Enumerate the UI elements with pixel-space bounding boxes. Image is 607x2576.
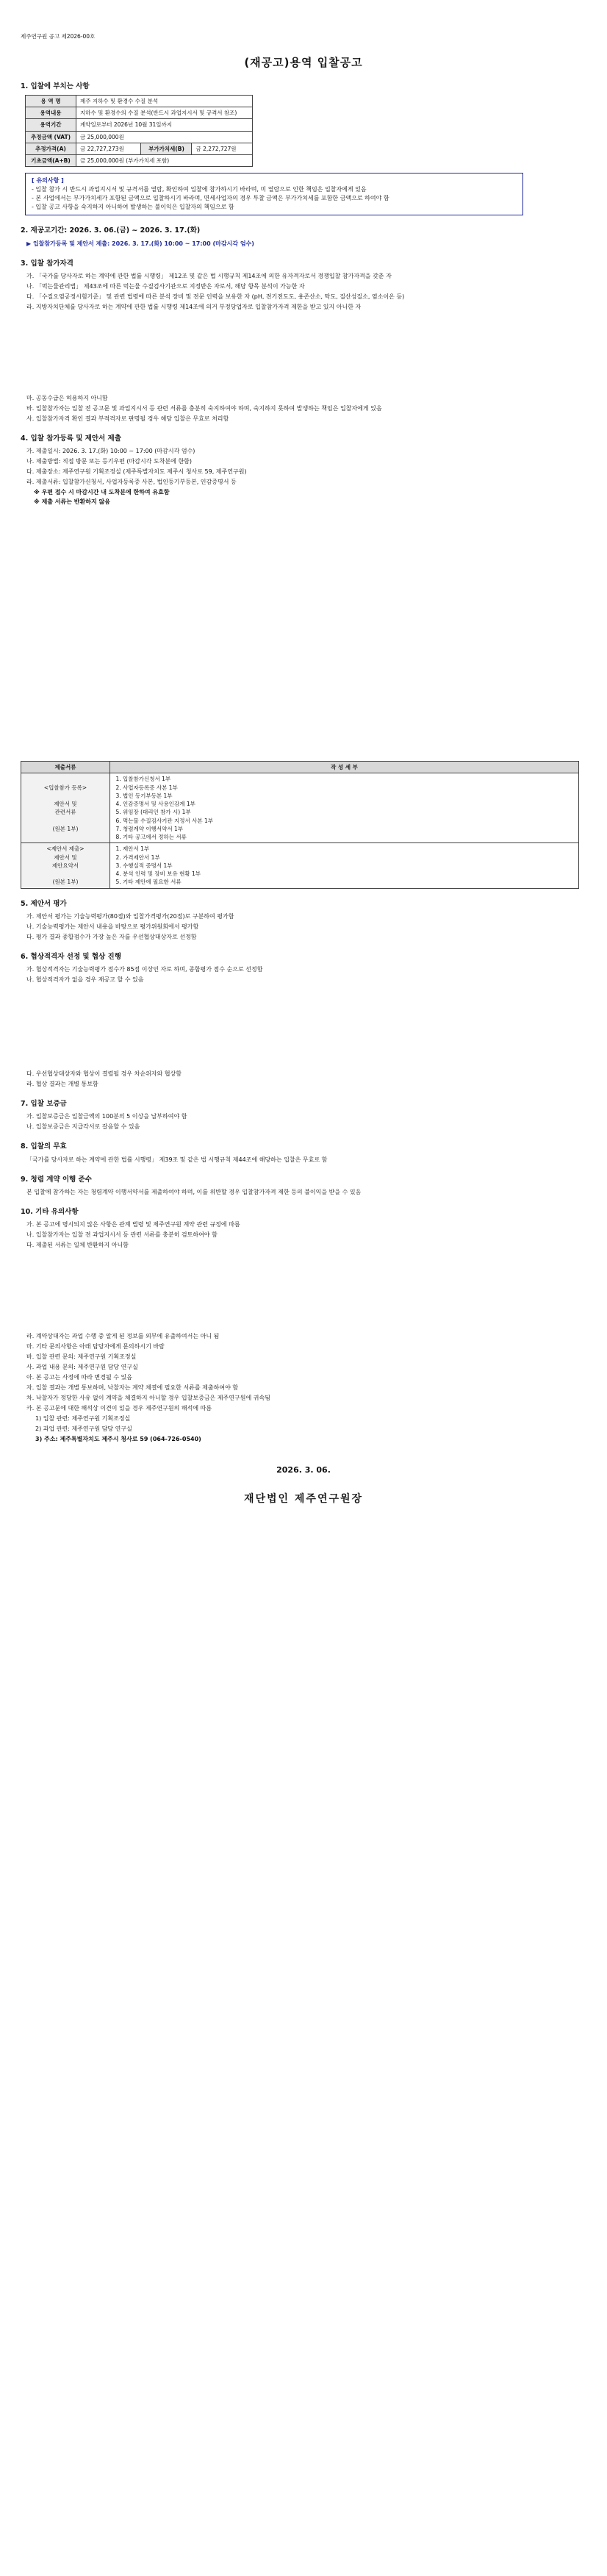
list-item: 마. 공동수급은 허용하지 아니함 bbox=[26, 394, 108, 401]
list-item: 나. 「먹는물관리법」 제43조에 따른 먹는물 수질검사기관으로 지정받은 자로서, 해당 항목 분석이 가능한 자 bbox=[26, 282, 305, 290]
document-list bbox=[114, 845, 575, 886]
list-item: 2. 가격제안서 1부 bbox=[123, 854, 575, 862]
list-item: 사. 과업 내용 문의: 제주연구원 담당 연구실 bbox=[26, 1364, 138, 1370]
notice-box bbox=[25, 173, 523, 215]
table-header-cell: 기초금액(A+B) bbox=[26, 155, 76, 167]
table-header-cell: 용역기간 bbox=[26, 119, 76, 131]
list-item: 8. 기타 공고에서 정하는 서류 bbox=[123, 833, 575, 841]
document-number: 제주연구원 공고 제2026-00호 bbox=[21, 33, 96, 40]
submission-period-line: ▶ 입찰참가등록 및 제안서 제출: 2026. 3. 17.(화) 10:00 ~ 17:00 (마감시각 엄수) bbox=[26, 240, 254, 247]
section-heading-6: 6. 협상적격자 선정 및 협상 진행 bbox=[21, 952, 121, 961]
table-row bbox=[26, 107, 253, 119]
table-cell bbox=[110, 773, 579, 843]
table-cell bbox=[110, 843, 579, 888]
list-item: 마. 기타 문의사항은 아래 담당자에게 문의하시기 바람 bbox=[26, 1343, 165, 1350]
list-item: 다. 「수질오염공정시험기준」 및 관련 법령에 따른 분석 장비 및 전문 인력을 보유한 자 (pH, 전기전도도, 용존산소, 탁도, 질산성질소, 염소이온 등) bbox=[26, 293, 405, 300]
note-line: ※ 우편 접수 시 마감시간 내 도착분에 한하여 유효함 bbox=[34, 489, 170, 495]
section-heading-2: 2. 재공고기간: 2026. 3. 06.(금) ~ 2026. 3. 17.(화) bbox=[21, 226, 201, 235]
list-item: 3. 수행실적 증명서 1부 bbox=[123, 862, 575, 870]
section-heading-3: 3. 입찰 참가자격 bbox=[21, 259, 73, 268]
blank-space bbox=[21, 1251, 586, 1331]
list-item: 나. 기술능력평가는 제안서 내용을 바탕으로 평가위원회에서 평가함 bbox=[26, 923, 199, 930]
list-item: 라. 지방자치단체를 당사자로 하는 계약에 관한 법률 시행령 제14조에 의거 부정당업자로 입찰참가자격 제한을 받고 있지 아니한 자 bbox=[26, 303, 362, 310]
list-item: 2. 사업자등록증 사본 1부 bbox=[123, 784, 575, 792]
table-category-cell: <제안서 제출> 제안서 및 제안요약서 (원본 1부) bbox=[21, 843, 110, 888]
table-header-cell: 제출서류 bbox=[21, 762, 110, 773]
section-heading-5: 5. 제안서 평가 bbox=[21, 899, 67, 908]
list-item: 라. 제출서류: 입찰참가신청서, 사업자등록증 사본, 법인등기부등본, 인감증명서 등 bbox=[26, 479, 237, 485]
table-cell: 금 25,000,000원 bbox=[76, 131, 253, 143]
list-item: 4. 분석 인력 및 장비 보유 현황 1부 bbox=[123, 870, 575, 878]
list-item: 3. 법인 등기부등본 1부 bbox=[123, 792, 575, 800]
list-item: 바. 입찰참가자는 입찰 전 공고문 및 과업지시서 등 관련 서류를 충분히 숙지하여야 하며, 숙지하지 못하여 발생하는 책임은 입찰자에게 있음 bbox=[26, 404, 382, 412]
list-item: 나. 제출방법: 직접 방문 또는 등기우편 (마감시각 도착분에 한함) bbox=[26, 458, 193, 465]
table-header-cell: 부가가치세(B) bbox=[141, 143, 192, 154]
list-item: 가. 입찰보증금은 입찰금액의 100분의 5 이상을 납부하여야 함 bbox=[26, 1113, 187, 1120]
announcement-date: 2026. 3. 06. bbox=[276, 1465, 331, 1475]
list-item: 나. 입찰참가자는 입찰 전 과업지시서 등 관련 서류를 충분히 검토하여야 함 bbox=[26, 1231, 218, 1238]
section-heading-7: 7. 입찰 보증금 bbox=[21, 1100, 67, 1108]
table-header-cell: 추정가격(A) bbox=[26, 143, 76, 154]
table-row bbox=[21, 773, 579, 843]
blank-space bbox=[21, 313, 586, 393]
list-item: 가. 협상적격자는 기술능력평가 점수가 85점 이상인 자로 하며, 종합평가 점수 순으로 선정함 bbox=[26, 966, 263, 973]
table-cell: 지하수 및 환경수의 수질 분석(반드시 과업지시서 및 규격서 참조) bbox=[76, 107, 253, 119]
list-item: 4. 인감증명서 및 사용인감계 1부 bbox=[123, 800, 575, 808]
table-row bbox=[26, 155, 253, 167]
list-item: 카. 본 공고문에 대한 해석상 이견이 있을 경우 제주연구원의 해석에 따름 bbox=[26, 1405, 212, 1412]
list-item: 5. 위임장 (대리인 참가 시) 1부 bbox=[123, 808, 575, 816]
contact-line: 1) 입찰 관련: 제주연구원 기획조정실 bbox=[35, 1415, 131, 1422]
list-item: 「국가를 당사자로 하는 계약에 관한 법률 시행령」 제39조 및 같은 법 시행규칙 제44조에 해당하는 입찰은 무효로 함 bbox=[26, 1156, 328, 1163]
list-item: 사. 입찰참가자격 확인 결과 부적격자로 판명될 경우 해당 입찰은 무효로 처리함 bbox=[26, 415, 229, 422]
table-row bbox=[26, 131, 253, 143]
list-item: 나. 입찰보증금은 지급각서로 갈음할 수 있음 bbox=[26, 1123, 140, 1131]
list-item: 다. 우선협상대상자와 협상이 결렬될 경우 차순위자와 협상함 bbox=[26, 1070, 182, 1077]
note-line: ※ 제출 서류는 반환하지 않음 bbox=[34, 498, 110, 505]
contact-line: 3) 주소: 제주특별자치도 제주시 청사로 59 (064-726-0540) bbox=[35, 1436, 201, 1442]
list-item: 가. 제출일시: 2026. 3. 17.(화) 10:00 ~ 17:00 (마감시각 엄수) bbox=[26, 448, 195, 454]
table-row bbox=[26, 95, 253, 107]
list-item: 바. 입찰 관련 문의: 제주연구원 기획조정실 bbox=[26, 1353, 137, 1360]
table-cell: 제주 지하수 및 환경수 수질 분석 bbox=[76, 95, 253, 107]
document-body bbox=[21, 29, 586, 1507]
list-item: 라. 계약상대자는 과업 수행 중 알게 된 정보를 외부에 유출하여서는 아니 됨 bbox=[26, 1333, 220, 1339]
submission-documents-table bbox=[21, 761, 579, 889]
table-cell: 금 2,272,727원 bbox=[192, 143, 253, 154]
notice-line: - 입찰 공고 사항을 숙지하지 아니하여 발생하는 불이익은 입찰자의 책임으로 함 bbox=[32, 204, 234, 211]
list-item: 가. 「국가를 당사자로 하는 계약에 관한 법률 시행령」 제12조 및 같은 법 시행규칙 제14조에 의한 유자격자로서 경쟁입찰 참가자격을 갖춘 자 bbox=[26, 272, 392, 279]
table-cell: 금 25,000,000원 (부가가치세 포함) bbox=[76, 155, 253, 167]
page-title: (재공고)용역 입찰공고 bbox=[244, 56, 363, 69]
list-item: 다. 제출장소: 제주연구원 기획조정실 (제주특별자치도 제주시 청사로 59, 제주연구원) bbox=[26, 468, 247, 475]
list-item: 아. 본 공고는 사정에 따라 변경될 수 있음 bbox=[26, 1374, 132, 1381]
section-heading-9: 9. 청렴 계약 이행 준수 bbox=[21, 1175, 92, 1184]
blank-space bbox=[21, 986, 586, 1068]
issuing-organization: 재단법인 제주연구원장 bbox=[243, 1492, 364, 1505]
table-header-row bbox=[21, 762, 579, 773]
table-row bbox=[21, 843, 579, 888]
section-heading-10: 10. 기타 유의사항 bbox=[21, 1207, 79, 1216]
table-cell: 금 22,727,273원 bbox=[76, 143, 141, 154]
contact-line: 2) 과업 관련: 제주연구원 담당 연구실 bbox=[35, 1425, 132, 1432]
table-header-cell: 작 성 세 부 bbox=[110, 762, 579, 773]
list-item: 다. 제출된 서류는 일체 반환하지 아니함 bbox=[26, 1242, 129, 1248]
list-item: 가. 본 공고에 명시되지 않은 사항은 관계 법령 및 제주연구원 계약 관련 규정에 따름 bbox=[26, 1221, 240, 1228]
table-row bbox=[26, 119, 253, 131]
notice-line: - 입찰 참가 시 반드시 과업지시서 및 규격서를 열람, 확인하여 입찰에 참가하시기 바라며, 미 열람으로 인한 책임은 입찰자에게 있음 bbox=[32, 186, 367, 193]
table-cell: 계약일로부터 2026년 10월 31일까지 bbox=[76, 119, 253, 131]
list-item: 본 입찰에 참가하는 자는 청렴계약 이행서약서를 제출하여야 하며, 이를 위반할 경우 입찰참가자격 제한 등의 불이익을 받을 수 있음 bbox=[26, 1188, 362, 1195]
document-list bbox=[114, 775, 575, 841]
section-heading-1: 1. 입찰에 부치는 사항 bbox=[21, 82, 90, 90]
table-header-cell: 용역내용 bbox=[26, 107, 76, 119]
blank-space bbox=[21, 507, 586, 761]
bid-summary-table bbox=[25, 95, 253, 168]
table-row bbox=[26, 143, 253, 154]
table-category-cell: <입찰참가 등록> 제안서 및 관련서류 (원본 1부) bbox=[21, 773, 110, 843]
notice-title: [ 유의사항 ] bbox=[32, 177, 64, 185]
list-item: 다. 평가 결과 종합점수가 가장 높은 자를 우선협상대상자로 선정함 bbox=[26, 933, 197, 940]
list-item: 가. 제안서 평가는 기술능력평가(80점)와 입찰가격평가(20점)로 구분하여 평가함 bbox=[26, 912, 234, 920]
table-header-cell: 용 역 명 bbox=[26, 95, 76, 107]
list-item: 차. 낙찰자가 정당한 사유 없이 계약을 체결하지 아니할 경우 입찰보증금은 제주연구원에 귀속됨 bbox=[26, 1395, 270, 1401]
notice-line: - 본 사업에서는 부가가치세가 포함된 금액으로 입찰하시기 바라며, 면세사업자의 경우 투찰 금액은 부가가치세를 포함한 금액으로 하여야 함 bbox=[32, 195, 389, 202]
list-item: 5. 기타 제안에 필요한 서류 bbox=[123, 878, 575, 886]
list-item: 나. 협상적격자가 없을 경우 재공고 할 수 있음 bbox=[26, 976, 144, 983]
list-item: 1. 입찰참가신청서 1부 bbox=[123, 775, 575, 783]
list-item: 6. 먹는물 수질검사기관 지정서 사본 1부 bbox=[123, 817, 575, 825]
section-heading-4: 4. 입찰 참가등록 및 제안서 제출 bbox=[21, 434, 121, 443]
list-item: 라. 협상 결과는 개별 통보함 bbox=[26, 1081, 98, 1087]
list-item: 7. 청렴계약 이행서약서 1부 bbox=[123, 825, 575, 833]
list-item: 1. 제안서 1부 bbox=[123, 845, 575, 853]
table-header-cell: 추정금액 (VAT) bbox=[26, 131, 76, 143]
list-item: 자. 입찰 결과는 개별 통보하며, 낙찰자는 계약 체결에 필요한 서류를 제출하여야 함 bbox=[26, 1384, 239, 1391]
section-heading-8: 8. 입찰의 무효 bbox=[21, 1142, 67, 1151]
